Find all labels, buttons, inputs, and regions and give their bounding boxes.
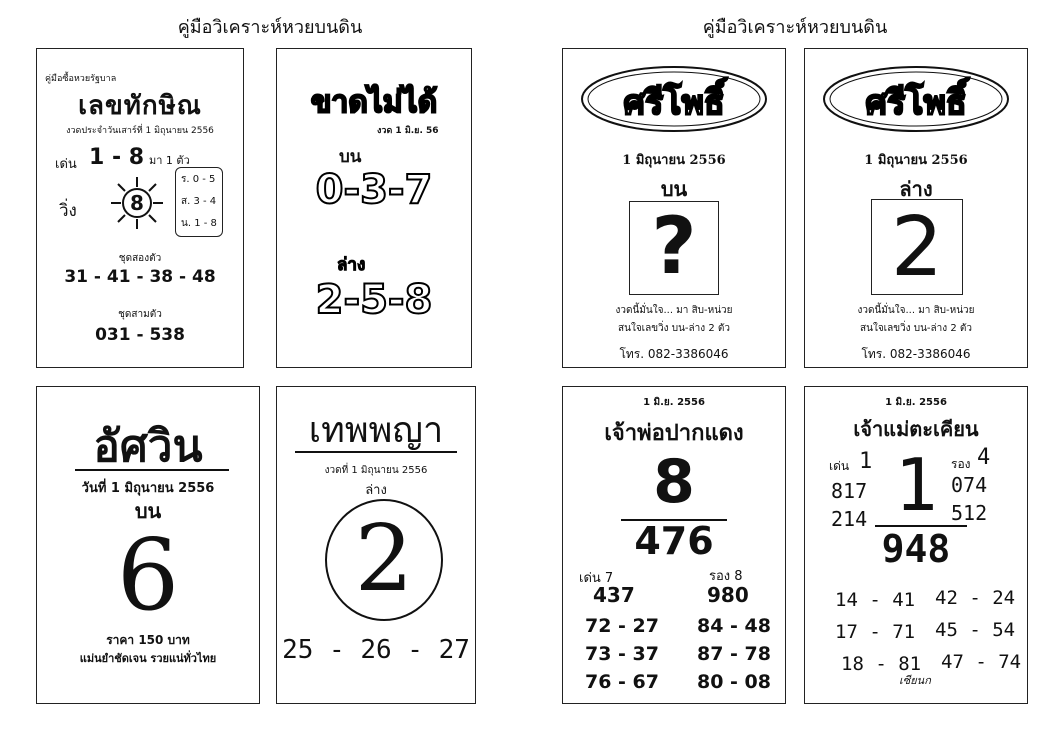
card-date: 1 มิ.ย. 2556 — [643, 397, 705, 408]
big-number: 8 — [653, 447, 695, 517]
card-label: บน — [660, 177, 688, 201]
side-line: น. 1 - 8 — [181, 218, 217, 229]
three-digit-set: 031 - 538 — [95, 325, 185, 345]
card-date: 1 มิถุนายน 2556 — [622, 153, 726, 168]
pair-right: 84 - 48 — [697, 615, 771, 637]
three-digit: 476 — [634, 519, 714, 563]
card-atsawin — [36, 386, 260, 704]
sub-digit: 4 — [977, 445, 991, 470]
pair-right: 42 - 24 — [935, 587, 1016, 609]
slogan: แม่นยำชัดเจน รวยแน่ทั่วไทย — [79, 652, 217, 665]
top-numbers: 0-3-7 — [315, 167, 433, 213]
play-label: เด่น — [55, 157, 77, 172]
bottom-numbers: 2-5-8 — [315, 277, 433, 323]
card-khat-mai-dai — [276, 48, 472, 368]
bottom-label: ล่าง — [337, 255, 366, 275]
card-title: เลขทักษิณ — [78, 91, 202, 121]
big-number: 2 — [354, 505, 414, 612]
main-label: เด่น — [829, 459, 850, 473]
card-label: ล่าง — [365, 483, 387, 498]
big-box — [871, 199, 963, 295]
card-title: ขาดไม่ได้ — [310, 85, 438, 120]
right-num: 512 — [951, 501, 988, 525]
pair-right: 47 - 74 — [941, 651, 1022, 673]
pair-left: 14 - 41 — [835, 589, 916, 611]
info-line-1: งวดนี้มั่นใจ... มา สิบ-หน่วย — [857, 305, 975, 316]
left-header: คู่มือวิเคราะห์หวยบนดิน — [177, 17, 363, 38]
card-title: เทพพญา — [308, 410, 444, 451]
card-sri-pho-bottom — [804, 48, 1028, 368]
pair-right: 87 - 78 — [697, 643, 771, 665]
main-label: เด่น 7 — [579, 571, 614, 586]
card-title: เจ้าพ่อปากแดง — [604, 421, 744, 446]
top-label: บน — [339, 147, 362, 167]
pair-left: 72 - 27 — [585, 615, 659, 637]
card-date: วันที่ 1 มิถุนายน 2556 — [81, 481, 215, 496]
pair-left: 18 - 81 — [841, 653, 922, 675]
price: ราคา 150 บาท — [106, 633, 190, 647]
card-date: งวดที่ 1 มิถุนายน 2556 — [324, 465, 428, 476]
card-lek-thaksin — [36, 48, 244, 368]
big-number: 1 — [894, 443, 938, 527]
phone: โทร. 082-3386046 — [619, 347, 729, 361]
left-num: 214 — [831, 507, 868, 531]
two-digit-set: 31 - 41 - 38 - 48 — [64, 267, 216, 287]
title-underline — [75, 469, 229, 471]
phone: โทร. 082-3386046 — [861, 347, 971, 361]
info-line-2: สนใจเลขวิ่ง บน-ล่าง 2 ตัว — [618, 323, 730, 334]
side-line: ส. 3 - 4 — [181, 196, 217, 207]
three-digit: 948 — [881, 527, 951, 571]
big-number: 2 — [890, 200, 944, 295]
title-banner — [577, 57, 771, 137]
left-num: 817 — [831, 479, 868, 503]
info-line-1: งวดนี้มั่นใจ... มา สิบ-หน่วย — [615, 305, 733, 316]
card-label: บน — [134, 499, 162, 523]
two-digit-label: ชุดสองตัว — [118, 253, 162, 264]
pair-right: 80 - 08 — [697, 671, 771, 693]
card-date: งวด 1 มิ.ย. 56 — [377, 126, 439, 136]
big-circle — [325, 499, 443, 621]
card-title: ศรีโพธิ์ — [623, 83, 725, 123]
right-header: คู่มือวิเคราะห์หวยบนดิน — [702, 17, 888, 38]
big-number: 6 — [116, 519, 180, 633]
card-title: อัศวิน — [93, 421, 203, 472]
small-label: คู่มือซื้อหวยรัฐบาล — [45, 74, 117, 84]
info-line-2: สนใจเลขวิ่ง บน-ล่าง 2 ตัว — [860, 323, 972, 334]
card-date: 1 มิถุนายน 2556 — [864, 153, 968, 168]
sub-label: รอง — [951, 457, 971, 471]
main-value: 437 — [593, 583, 635, 607]
card-sri-pho-top — [562, 48, 786, 368]
title-underline — [295, 451, 457, 453]
sub-label: รอง 8 — [709, 569, 743, 584]
side-box — [175, 167, 223, 237]
bottom-numbers: 25 - 26 - 27 — [282, 635, 470, 665]
big-number: ? — [651, 202, 697, 292]
side-line: ร. 0 - 5 — [181, 174, 216, 185]
three-digit-label: ชุดสามตัว — [118, 309, 162, 320]
big-box — [629, 201, 719, 295]
card-date: 1 มิ.ย. 2556 — [885, 397, 947, 408]
sub-value: 980 — [707, 583, 749, 607]
main-digit: 1 — [859, 449, 873, 474]
sun-icon — [109, 175, 165, 231]
pair-left: 17 - 71 — [835, 621, 916, 643]
card-label: ล่าง — [899, 177, 933, 201]
pair-left: 76 - 67 — [585, 671, 659, 693]
signature: เซียนก — [899, 674, 931, 687]
play-value: 1 - 8 — [89, 145, 145, 170]
title-banner — [819, 57, 1013, 137]
card-chao-pho-pak-daeng — [562, 386, 786, 704]
card-title: ศรีโพธิ์ — [865, 83, 967, 123]
pair-right: 45 - 54 — [935, 619, 1016, 641]
card-chao-mae-ta-khian — [804, 386, 1028, 704]
card-thep-phaya — [276, 386, 476, 704]
play-note: มา 1 ตัว — [149, 154, 190, 167]
run-label: วิ่ง — [59, 201, 77, 221]
right-num: 074 — [951, 473, 988, 497]
date-line: งวดประจำวันเสาร์ที่ 1 มิถุนายน 2556 — [66, 126, 214, 136]
sun-number: 8 — [130, 191, 144, 215]
pair-left: 73 - 37 — [585, 643, 659, 665]
card-title: เจ้าแม่ตะเคียน — [853, 417, 979, 441]
